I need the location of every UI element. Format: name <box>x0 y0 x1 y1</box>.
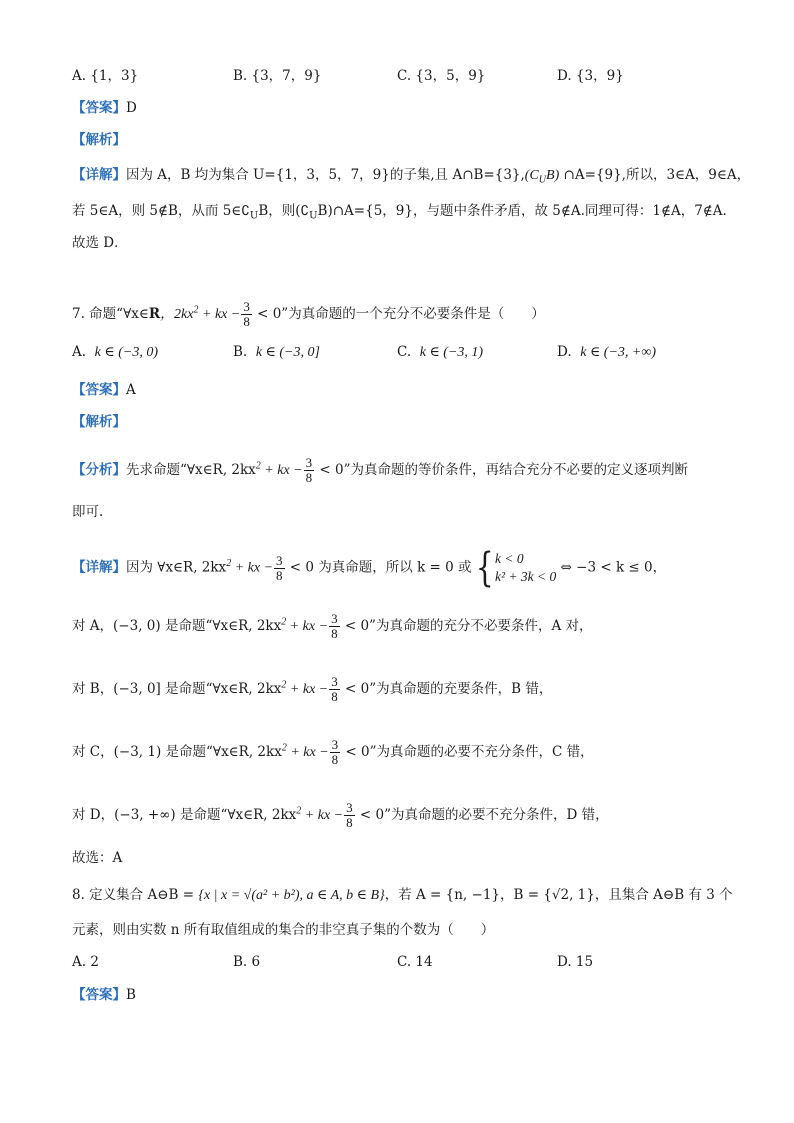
q7-analysis-tag <box>72 412 126 432</box>
detail-sup: 2 <box>226 558 232 569</box>
case-math: + kx − <box>301 808 344 823</box>
left-brace: { <box>475 545 494 591</box>
frac-den: 8 <box>276 567 283 583</box>
detail-tag: 【详解】 <box>72 559 126 576</box>
fraction-3-8 <box>241 300 252 329</box>
q7-case-a <box>72 612 593 641</box>
answer-value: D <box>126 100 137 116</box>
frac-num: 3 <box>243 299 250 314</box>
q8-option-c: C. 14 <box>397 954 433 970</box>
stem-bold-R: R <box>148 306 161 322</box>
detail-text: B，则(∁ <box>258 203 310 219</box>
q8-stem-line-2: 元素，则由实数 n 所有取值组成的集合的非空真子集的个数为（ ） <box>72 922 495 938</box>
case-sup: 2 <box>281 679 287 691</box>
detail-tag: 【详解】 <box>72 167 126 183</box>
fraction-3-8 <box>344 801 355 830</box>
case-text: 对 C，(−3, 1) 是命题“∀x∈R, 2kx <box>72 744 282 760</box>
case-text: 对 D，(−3, +∞) 是命题“∀x∈R, 2kx <box>72 807 297 823</box>
detail-text: ∩A={9},所以，3∈A，9∈A， <box>559 167 751 183</box>
answer-value: A <box>126 382 136 398</box>
system-line-1: k < 0 <box>495 551 524 566</box>
detail-math: (C <box>524 168 539 183</box>
q7-detail <box>72 545 667 591</box>
stem-text: 8. 定义集合 A⊖B = <box>72 887 199 903</box>
frac-num: 3 <box>346 800 353 815</box>
q7-case-c <box>72 738 594 767</box>
q6-analysis-tag <box>72 130 126 150</box>
frac-den: 8 <box>346 815 353 830</box>
fraction-3-8 <box>329 675 340 704</box>
opt-label: C. <box>397 344 412 360</box>
q7-option-b <box>233 342 320 363</box>
opt-label: B. <box>233 344 248 360</box>
opt-value: k ∈ (−3, 0] <box>255 345 320 360</box>
opt-label: A. <box>72 344 87 360</box>
answer-value: B <box>126 987 136 1003</box>
frac-num: 3 <box>331 611 338 626</box>
frac-num: 3 <box>331 674 338 689</box>
q7-fenxi-line-1 <box>72 456 688 485</box>
fraction-3-8 <box>304 456 315 485</box>
q6-option-a: A. {1，3} <box>72 68 139 84</box>
detail-sub: U <box>249 210 259 222</box>
q8-answer <box>72 985 136 1005</box>
case-text: 对 B，(−3, 0] 是命题“∀x∈R, 2kx <box>72 681 282 697</box>
analysis-tag: 【解析】 <box>72 414 126 430</box>
q7-case-d <box>72 801 609 830</box>
stem-math: + kx − <box>198 307 241 322</box>
detail-text: < 0 为真命题，所以 k = 0 或 <box>285 559 472 576</box>
q7-option-a <box>72 342 158 363</box>
frac-den: 8 <box>305 470 313 485</box>
detail-text: ⇔ −3 < k ≤ 0， <box>556 559 667 576</box>
case-text: < 0”为真命题的必要不充分条件，D 错， <box>355 807 609 823</box>
q7-conclusion: 故选：A <box>72 850 123 866</box>
answer-tag: 【答案】 <box>72 382 126 398</box>
q7-option-c <box>397 342 483 363</box>
analysis-tag: 【解析】 <box>72 132 126 148</box>
case-math: + kx − <box>286 619 329 634</box>
set-definition: {x | x = √(a² + b²), a ∈ A, b ∈ B} <box>198 888 385 903</box>
stem-text: < 0”为真命题的一个充分不必要条件是（ ） <box>252 306 545 322</box>
frac-den: 8 <box>243 314 250 329</box>
fraction-3-8 <box>274 554 285 583</box>
fenxi-math: + kx − <box>260 463 303 478</box>
q8-option-b: B. 6 <box>233 954 261 970</box>
answer-tag: 【答案】 <box>72 100 126 116</box>
frac-num: 3 <box>276 552 283 568</box>
fenxi-text: < 0”为真命题的等价条件，再结合充分不必要的定义逐项判断 <box>315 462 689 478</box>
case-sup: 2 <box>296 805 302 817</box>
detail-text: 因为 A，B 均为集合 U={1，3，5，7，9}的子集,且 A∩B={3}, <box>126 167 525 183</box>
inequality-system <box>495 550 556 586</box>
q8-stem-line-1 <box>72 885 733 906</box>
q7-case-b <box>72 675 552 704</box>
detail-math: + kx − <box>231 560 274 576</box>
case-text: < 0”为真命题的必要不充分条件，C 错， <box>341 744 594 760</box>
q6-option-c: C. {3，5，9} <box>397 68 486 84</box>
case-sup: 2 <box>281 616 287 628</box>
detail-text: 因为 ∀x∈R, 2kx <box>126 559 227 576</box>
opt-value: k ∈ (−3, 0) <box>94 345 158 360</box>
case-sup: 2 <box>281 742 287 754</box>
fenxi-tag: 【分析】 <box>72 462 126 478</box>
q7-stem <box>72 300 545 329</box>
case-math: + kx − <box>286 682 329 697</box>
detail-math: B) <box>546 168 560 183</box>
opt-label: D. <box>557 344 572 360</box>
frac-den: 8 <box>331 626 338 641</box>
stem-sup: 2 <box>193 304 199 316</box>
q6-detail-line-2 <box>72 201 727 227</box>
frac-num: 3 <box>331 737 339 752</box>
q8-option-a: A. 2 <box>72 954 99 970</box>
q7-answer <box>72 380 136 400</box>
q6-conclusion: 故选 D． <box>72 235 128 251</box>
opt-value: k ∈ (−3, 1) <box>419 345 484 360</box>
detail-text: 若 5∈A，则 5∉B，从而 5∈∁ <box>72 203 250 219</box>
q6-option-d: D. {3，9} <box>557 68 624 84</box>
case-math: + kx − <box>286 745 329 760</box>
detail-sub: U <box>309 210 318 222</box>
q7-option-d <box>557 342 656 363</box>
opt-value: k ∈ (−3, +∞) <box>580 345 657 360</box>
case-text: 对 A，(−3, 0) 是命题“∀x∈R, 2kx <box>72 618 282 634</box>
fenxi-sup: 2 <box>255 460 261 472</box>
fenxi-text: 先求命题“∀x∈R, 2kx <box>126 462 256 478</box>
detail-text: B)∩A={5，9}，与题中条件矛盾，故 5∉A.同理可得：1∉A，7∉A. <box>317 203 727 219</box>
system-line-2: k² + 3k < 0 <box>495 569 557 584</box>
q6-answer <box>72 98 137 118</box>
case-text: < 0”为真命题的充要条件，B 错， <box>340 681 553 697</box>
q6-detail-line-1 <box>72 165 750 191</box>
frac-den: 8 <box>331 689 338 704</box>
stem-text: 7. 命题“∀x∈ <box>72 306 149 322</box>
q7-fenxi-line-2: 即可. <box>72 504 104 520</box>
fraction-3-8 <box>329 612 340 641</box>
detail-math-sub: U <box>538 174 547 186</box>
stem-math: ，2kx <box>160 307 194 322</box>
q6-option-b: B. {3，7，9} <box>233 68 322 84</box>
frac-den: 8 <box>331 752 339 767</box>
q8-option-d: D. 15 <box>557 954 594 970</box>
answer-tag: 【答案】 <box>72 987 126 1003</box>
fraction-3-8 <box>330 738 341 767</box>
stem-text: ，若 A = {n, −1}，B = {√2, 1}，且集合 A⊖B 有 3 个 <box>384 887 733 903</box>
frac-num: 3 <box>305 455 313 470</box>
case-text: < 0”为真命题的充分不必要条件，A 对， <box>340 618 593 634</box>
